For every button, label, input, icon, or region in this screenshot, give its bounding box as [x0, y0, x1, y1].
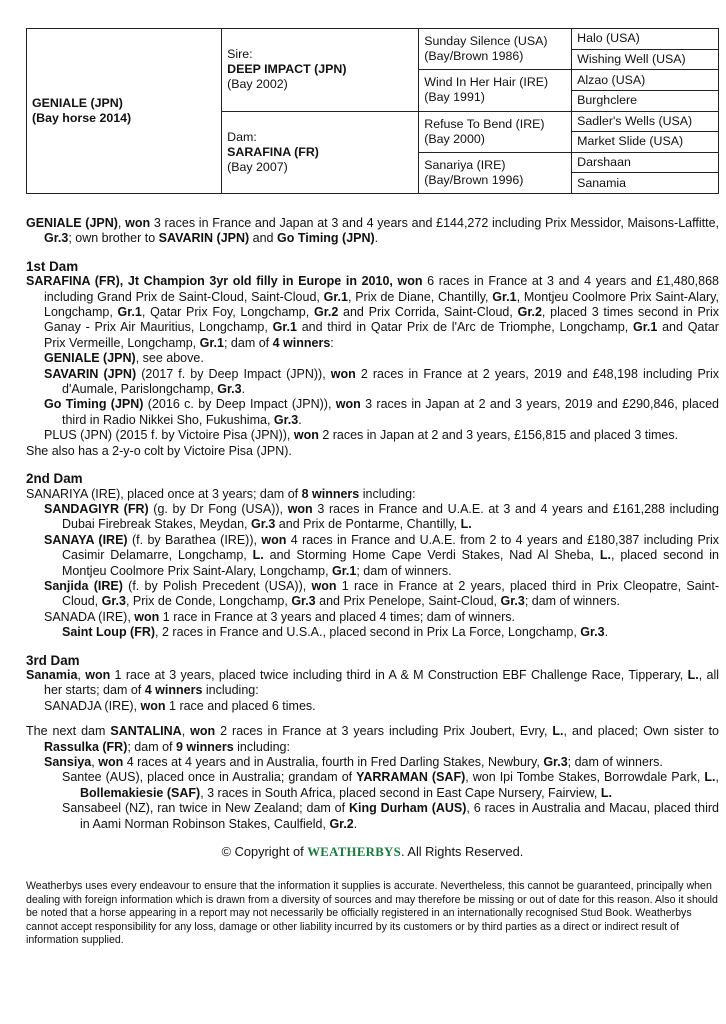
text-run: .	[298, 412, 302, 427]
bold-text: L.	[252, 548, 264, 563]
copyright-line	[26, 844, 719, 860]
bold-text: Gr.2	[313, 305, 339, 320]
text-run: , and placed; Own sister to	[563, 724, 719, 739]
text-run: 1 race in France at 2 years, placed third in Prix Cleopatre, Saint-Cloud,	[62, 578, 720, 609]
bold-text: SAVARIN (JPN)	[158, 231, 250, 246]
sire-name: DEEP IMPACT (JPN)	[227, 62, 347, 77]
dam-label: Dam:	[227, 129, 257, 144]
produce-entry	[26, 533, 719, 579]
text-run: (2017 f. by Deep Impact (JPN)),	[136, 366, 331, 381]
disclaimer: Weatherbys uses every endeavour to ensure that the information it supplies is accurate. Nevertheless, this cannot be guaranteed, principally when dealing with foreign information which is drawn from a diversity of sources and may therefore be missing or out of date for this reason. Also it should be noted that a horse appearing in a report may not necessarily be officially registered in an internationally recognised Stud Book. Weatherbys cannot accept responsibility for any loss, damage or other liability incurred by its customers or by third parties as a direct or indirect result of information supplied.	[26, 880, 718, 947]
text-run: ,	[715, 770, 719, 785]
text-run: .	[374, 231, 379, 246]
gen3-desc: (Bay 1991)	[424, 90, 485, 105]
text-run: , Montjeu Coolmore Prix Saint-Alary, Longchamp,	[44, 289, 719, 320]
bold-text: King Durham (AUS)	[348, 801, 467, 816]
text-run: , all her starts; dam of	[44, 667, 720, 698]
bold-text: Gr.1	[272, 320, 297, 335]
text-run: 3 races in Japan at 2 and 3 years, 2019 and £290,846, placed third in Radio Nikkei Sho, Fukushima,	[62, 397, 719, 427]
text-run: © Copyright of	[221, 844, 308, 860]
text-run: and Qatar Prix Vermeille, Longchamp,	[44, 320, 719, 350]
second-dam-heading: 2nd Dam	[26, 471, 83, 487]
bold-text: Gr.3	[580, 625, 605, 640]
produce-entry	[26, 579, 719, 610]
text-run: .	[353, 816, 358, 831]
produce-entry	[26, 367, 719, 398]
text-run: :	[330, 335, 334, 350]
text-run: 2 races in France at 2 years, 2019 and £48,198 including Prix d'Aumale, Parislongchamp,	[62, 366, 719, 397]
bold-text: Rassulka (FR)	[44, 739, 128, 754]
bold-text: SAVARIN (JPN)	[44, 366, 137, 381]
text-run: 1 race and placed 6 times.	[165, 698, 316, 713]
text-run: including:	[202, 683, 259, 698]
bold-text: won	[140, 698, 166, 713]
bold-text: L.	[600, 785, 612, 800]
produce-entry	[26, 755, 719, 770]
text-run: including:	[233, 739, 290, 754]
produce-entry	[26, 351, 719, 366]
gen3-desc: (Bay 2000)	[424, 131, 485, 146]
text-run: and Prix Corrida, Saint-Cloud,	[338, 305, 518, 320]
text-run: , see above.	[135, 351, 204, 366]
bold-text: won	[85, 667, 111, 682]
text-run: , 2 races in France and U.S.A., placed second in Prix La Force, Longchamp,	[155, 625, 581, 640]
bold-text: L.	[599, 548, 611, 563]
text-run: 4 races at 4 years and in Australia, fourth in Fred Darling Stakes, Newbury,	[123, 755, 544, 769]
text-run: 1 race at 3 years, placed twice including third in A & M Construction EBF Challenge Race, Tipperary,	[110, 667, 688, 682]
text-run: SANADJA (IRE),	[44, 698, 141, 713]
bold-text: GENIALE (JPN)	[26, 216, 118, 230]
sire-label: Sire:	[227, 47, 253, 62]
pedigree-gen3-cell	[419, 152, 572, 193]
third-dam-entry	[26, 668, 719, 699]
produce-entry	[26, 625, 719, 640]
text-run: (2016 c. by Deep Impact (JPN)),	[143, 397, 336, 412]
pedigree-gen4-cell: Sadler's Wells (USA)	[572, 111, 719, 132]
text-run: The next dam	[26, 724, 111, 739]
bold-text: SANDAGIYR (FR)	[44, 501, 149, 516]
text-run: (f. by Polish Precedent (USA)),	[122, 578, 312, 593]
bold-text: Go Timing (JPN)	[44, 397, 144, 412]
pedigree-dam-cell	[222, 111, 419, 194]
text-run: ; dam of winners.	[356, 563, 452, 578]
text-run: ,	[77, 667, 86, 682]
text-run: PLUS (JPN) (2015 f. by Victoire Pisa (JPN)),	[44, 428, 294, 443]
bold-text: Saint Loup (FR)	[62, 625, 156, 640]
pedigree-sire-cell	[222, 29, 419, 112]
text-run: ; dam of	[223, 335, 273, 350]
text-run: ,	[181, 724, 191, 739]
text-run: 6 races in France at 3 and 4 years and £1,480,868 including Grand Prix de Saint-Cloud, Saint-Cloud,	[44, 274, 719, 304]
bold-text: won	[125, 216, 151, 230]
pedigree-gen3-cell	[419, 111, 572, 152]
bold-text: Gr.3	[291, 594, 316, 609]
bold-text: GENIALE (JPN)	[44, 351, 136, 366]
first-dam-entry	[26, 274, 719, 351]
produce-entry	[26, 610, 719, 625]
weatherbys-logo: WEATHERBYS	[307, 845, 401, 860]
text-run: and third in Qatar Prix de l'Arc de Triomphe, Longchamp,	[296, 320, 634, 335]
bold-text: Gr.3	[250, 517, 276, 532]
produce-entry	[26, 770, 719, 801]
gen3-name: Refuse To Bend (IRE)	[424, 116, 545, 131]
bold-text: 9 winners	[176, 739, 234, 754]
second-dam-entry	[26, 487, 719, 502]
text-run: 2 races in Japan at 2 and 3 years, £156,815 and placed 3 times.	[318, 428, 679, 443]
pedigree-gen3-cell	[419, 29, 572, 70]
pedigree-table	[26, 28, 719, 194]
text-run: ; dam of winners.	[524, 594, 620, 609]
pedigree-gen4-cell: Burghclere	[572, 90, 719, 111]
pedigree-gen4-cell: Alzao (USA)	[572, 70, 719, 91]
text-run: . All Rights Reserved.	[401, 844, 524, 860]
produce-entry	[26, 502, 719, 533]
gen3-name: Sanariya (IRE)	[424, 157, 506, 172]
text-run: (f. by Barathea (IRE)),	[127, 532, 262, 547]
bold-text: Gr.3	[101, 594, 126, 609]
bold-text: Gr.2	[517, 305, 542, 320]
bold-text: won	[335, 397, 361, 412]
produce-entry	[26, 801, 719, 832]
bold-text: 4 winners	[144, 683, 203, 698]
text-run: including:	[359, 486, 416, 501]
gen3-name: Wind In Her Hair (IRE)	[424, 75, 549, 90]
text-run: ; dam of	[127, 739, 176, 754]
bold-text: Gr.2	[329, 816, 354, 831]
produce-note: She also has a 2-y-o colt by Victoire Pisa (JPN).	[26, 443, 292, 458]
text-run: Sansabeel (NZ), ran twice in New Zealand; dam of	[62, 801, 349, 816]
third-dam-heading: 3rd Dam	[26, 652, 80, 668]
text-run: .	[241, 382, 246, 397]
text-run: ; dam of winners.	[567, 755, 663, 769]
sire-desc: (Bay 2002)	[227, 77, 288, 92]
bold-text: SANAYA (IRE)	[44, 532, 128, 547]
gen3-name: Sunday Silence (USA)	[424, 34, 548, 49]
next-dam-entry	[26, 724, 719, 755]
bold-text: won	[287, 501, 313, 516]
text-run: and Prix de Pontarme, Chantilly,	[275, 517, 461, 532]
text-run: 4 races in France and U.A.E. from 2 to 4 years and £180,387 including Prix Casimir Delamarre, Longchamp,	[62, 532, 719, 563]
bold-text: Gr.3	[543, 755, 568, 769]
produce-entry	[26, 699, 719, 714]
pedigree-gen4-cell: Halo (USA)	[572, 29, 719, 50]
text-run: , won Ipi Tombe Stakes, Borrowdale Park,	[465, 770, 705, 785]
bold-text: won	[261, 532, 287, 547]
intro-paragraph	[26, 216, 719, 247]
text-run: ,	[117, 216, 126, 230]
bold-text: Gr.1	[332, 563, 357, 578]
dam-name: SARAFINA (FR)	[227, 144, 319, 159]
text-run: , 6 races in Australia and Macau, placed third in Aami Norman Robinson Stakes, Caulfield,	[80, 801, 719, 831]
pedigree-gen4-cell: Sanamia	[572, 173, 719, 194]
bold-text: SANTALINA	[110, 724, 182, 739]
text-run: , placed second in Montjeu Coolmore Prix Saint-Alary, Longchamp,	[62, 548, 719, 578]
text-run: , 3 races in South Africa, placed second in East Cape Nursery, Fairview,	[200, 785, 601, 800]
text-run: and Storming Home Cape Verdi Stakes, Nad Al Sheba,	[263, 548, 600, 563]
bold-text: Gr.1	[323, 289, 348, 304]
bold-text: 4 winners	[272, 335, 331, 350]
bold-text: Go Timing (JPN)	[276, 231, 375, 246]
text-run: 3 races in France and Japan at 3 and 4 years and £144,272 including Prix Messidor, Maisons-Laffitte,	[150, 216, 719, 230]
bold-text: Sanamia	[26, 667, 78, 682]
bold-text: Gr.3	[273, 412, 299, 427]
bold-text: won	[330, 366, 356, 381]
bold-text: L.	[552, 724, 564, 739]
pedigree-gen4-cell: Market Slide (USA)	[572, 132, 719, 153]
text-run: , Prix de Diane, Chantilly,	[347, 289, 493, 304]
pedigree-gen3-cell	[419, 70, 572, 111]
text-run: , Qatar Prix Foy, Longchamp,	[141, 305, 314, 320]
bold-text: Gr.3	[500, 594, 525, 609]
bold-text: Gr.3	[44, 231, 69, 246]
bold-text: Gr.1	[492, 289, 517, 304]
text-run: 2 races in France at 3 years including Prix Joubert, Evry,	[215, 724, 553, 739]
bold-text: YARRAMAN (SAF)	[356, 770, 466, 785]
text-run: 3 races in France and U.A.E. at 3 and 4 years and £161,288 including Dubai Firebreak Stakes, Meydan,	[62, 501, 719, 532]
text-run: , placed 3 times second in Prix Ganay - Prix Air Mauritius, Longchamp,	[44, 305, 719, 335]
horse-name: GENIALE (JPN)	[32, 96, 123, 110]
bold-text: Gr.1	[117, 305, 142, 320]
bold-text: won	[311, 578, 337, 593]
text-run: 1 race in France at 3 years and placed 4 times; dam of winners.	[159, 609, 516, 624]
dam-desc: (Bay 2007)	[227, 159, 288, 174]
text-run: and Prix Penelope, Saint-Cloud,	[315, 594, 501, 609]
bold-text: won	[293, 428, 319, 443]
bold-text: won	[190, 724, 216, 739]
bold-text: L.	[704, 770, 716, 785]
produce-entry	[26, 397, 719, 428]
bold-text: Sansiya	[44, 755, 92, 769]
text-run: (g. by Dr Fong (USA)),	[148, 501, 288, 516]
bold-text: L.	[460, 517, 472, 532]
horse-desc: (Bay horse 2014)	[32, 111, 132, 125]
first-dam-heading: 1st Dam	[26, 258, 79, 274]
pedigree-horse-cell	[27, 29, 222, 194]
text-run: .	[604, 625, 609, 640]
text-run: SANARIYA (IRE), placed once at 3 years; dam of	[26, 486, 302, 501]
text-run: , Prix de Conde, Longchamp,	[125, 594, 292, 609]
text-run: SANADA (IRE),	[44, 609, 135, 624]
pedigree-gen4-cell: Wishing Well (USA)	[572, 49, 719, 70]
text-run: ,	[91, 755, 99, 769]
gen3-desc: (Bay/Brown 1996)	[424, 172, 524, 187]
produce-entry	[26, 428, 719, 443]
bold-text: Gr.3	[217, 382, 242, 397]
bold-text: Gr.1	[199, 335, 224, 350]
text-run: ; own brother to	[68, 231, 159, 246]
text-run: and	[249, 231, 277, 246]
bold-text: Sanjida (IRE)	[44, 578, 123, 593]
gen3-desc: (Bay/Brown 1986)	[424, 49, 524, 64]
bold-text: won	[134, 609, 160, 624]
bold-text: L.	[687, 667, 699, 682]
pedigree-gen4-cell: Darshaan	[572, 152, 719, 173]
bold-text: SARAFINA (FR), Jt Champion 3yr old filly in Europe in 2010, won	[26, 274, 423, 289]
bold-text: 8 winners	[301, 486, 360, 501]
bold-text: won	[98, 755, 124, 769]
text-run: Santee (AUS), placed once in Australia; grandam of	[62, 770, 357, 785]
catalogue-page	[26, 216, 719, 947]
bold-text: Gr.1	[633, 320, 658, 335]
bold-text: Bollemakiesie (SAF)	[80, 785, 201, 800]
